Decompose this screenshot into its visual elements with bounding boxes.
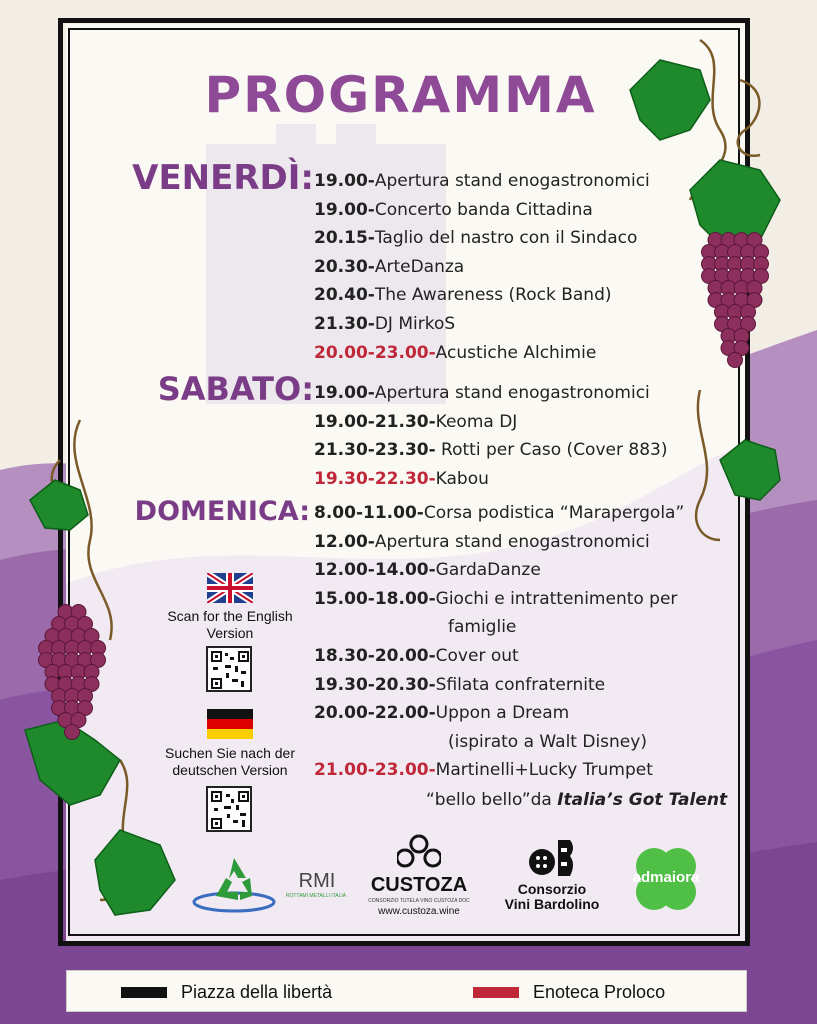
event-row: [314, 284, 612, 306]
event-description: Acustiche Alchimie: [435, 342, 597, 363]
event-row: [314, 313, 455, 335]
event-row: [314, 256, 464, 278]
qr-icon: [211, 651, 249, 689]
event-row: [314, 411, 517, 433]
event-row: [314, 439, 667, 461]
legend-swatch-red: [473, 987, 519, 998]
event-description: Cover out: [435, 646, 519, 666]
event-description: Apertura stand enogastronomici: [374, 171, 650, 191]
event-description: DJ MirkoS: [374, 314, 456, 334]
german-label-line-2: deutschen Version: [172, 762, 288, 778]
event-time: 19.30-22.30-: [314, 468, 436, 489]
event-row: [314, 502, 684, 524]
legend-swatch-black: [121, 987, 167, 998]
rmi-logo-text: RMI: [298, 870, 336, 892]
event-row: [448, 731, 647, 753]
legend-label-black: Piazza della libertà: [181, 982, 333, 1002]
event-time: 20.40-: [314, 285, 375, 306]
event-description: Apertura stand enogastronomici: [374, 383, 650, 403]
bardolino-logo-icon: [528, 836, 576, 880]
english-label-line-2: Version: [206, 625, 254, 641]
bardolino-line-2: Vini Bardolino: [504, 896, 600, 912]
event-description: Concerto banda Cittadina: [374, 199, 593, 220]
event-row: [314, 588, 677, 610]
day-saturday: SABATO:: [157, 370, 314, 408]
event-time: 19.00-: [314, 199, 375, 220]
event-time: 12.00-14.00-: [314, 560, 436, 581]
event-description: GardaDanze: [435, 560, 541, 581]
event-time: 21.30-23.30-: [314, 440, 436, 461]
event-last-prefix: “bello bello”da: [426, 790, 558, 810]
event-time: 19.00-: [314, 171, 375, 191]
event-row: [314, 531, 650, 553]
event-row: [314, 199, 593, 221]
day-friday: VENERDÌ:: [132, 158, 314, 198]
english-label: [150, 608, 310, 642]
event-description: Rotti per Caso (Cover 883): [435, 440, 668, 461]
event-time: 18.30-20.00-: [314, 646, 436, 666]
german-qr-code[interactable]: [206, 786, 252, 832]
event-description: Sfilata confraternite: [435, 674, 606, 695]
event-row: [314, 342, 596, 364]
event-last-line: [426, 789, 727, 811]
english-label-line-1: Scan for the English: [167, 608, 293, 624]
event-row: [314, 759, 653, 781]
event-row: [314, 170, 650, 192]
event-time: 19.30-20.30-: [314, 674, 436, 695]
event-time: 20.15-: [314, 228, 375, 249]
day-sunday: DOMENICA:: [134, 496, 310, 527]
event-row: [314, 382, 650, 404]
event-time: 19.00-21.30-: [314, 411, 436, 432]
bardolino-logo-text: [492, 882, 612, 912]
event-time: 20.00-23.00-: [314, 342, 436, 363]
uk-flag-icon: [207, 573, 253, 603]
event-row: [314, 468, 489, 490]
event-description: Keoma DJ: [435, 411, 518, 432]
custoza-logo-subtext: CONSORZIO TUTELA VINO CUSTOZA DOC: [368, 898, 470, 904]
event-row: [448, 616, 516, 638]
event-description: Uppon a Dream: [435, 703, 570, 724]
german-label: [148, 745, 312, 779]
location-legend: [66, 970, 747, 1012]
english-qr-code[interactable]: [206, 646, 252, 692]
event-time: 15.00-18.00-: [314, 588, 436, 609]
event-description: Apertura stand enogastronomici: [374, 531, 650, 552]
event-time: 21.30-: [314, 314, 375, 334]
admaiora-logo-text: admaiora: [632, 869, 700, 886]
event-row: [314, 559, 541, 581]
event-time: 8.00-11.00-: [314, 503, 424, 523]
event-description: Taglio del nastro con il Sindaco: [374, 228, 638, 249]
event-row: [314, 674, 605, 696]
custoza-url: www.custoza.wine: [378, 906, 460, 917]
event-time: 19.00-: [314, 383, 375, 403]
event-description: (ispirato a Walt Disney): [448, 731, 647, 752]
custoza-logo-text: CUSTOZA: [370, 874, 468, 896]
event-row: [314, 702, 569, 724]
event-last-emphasis: Italia’s Got Talent: [557, 790, 728, 810]
rmi-logo-subtext: ROTTAMI METALLI ITALIA: [285, 893, 347, 899]
event-row: [314, 645, 519, 667]
event-row: [314, 227, 637, 249]
event-description: famiglie: [448, 617, 517, 638]
event-description: Martinelli+Lucky Trumpet: [435, 760, 653, 781]
german-flag-icon: [207, 709, 253, 739]
recycle-logo: [192, 852, 276, 916]
event-description: The Awareness (Rock Band): [374, 285, 612, 306]
page-title: PROGRAMMA: [204, 66, 597, 124]
event-time: 20.30-: [314, 256, 375, 277]
event-time: 12.00-: [314, 531, 375, 552]
event-description: ArteDanza: [374, 256, 465, 277]
event-description: Kabou: [435, 468, 489, 489]
german-label-line-1: Suchen Sie nach der: [165, 745, 295, 761]
bardolino-line-1: Consorzio: [517, 881, 587, 897]
legend-label-red: Enoteca Proloco: [533, 982, 666, 1002]
qr-icon: [211, 791, 249, 829]
event-description: Corsa podistica “Marapergola”: [423, 503, 685, 523]
event-description: Giochi e intrattenimento per: [435, 588, 678, 609]
event-time: 20.00-22.00-: [314, 703, 436, 724]
event-time: 21.00-23.00-: [314, 760, 436, 781]
custoza-logo-icon: [397, 832, 441, 872]
